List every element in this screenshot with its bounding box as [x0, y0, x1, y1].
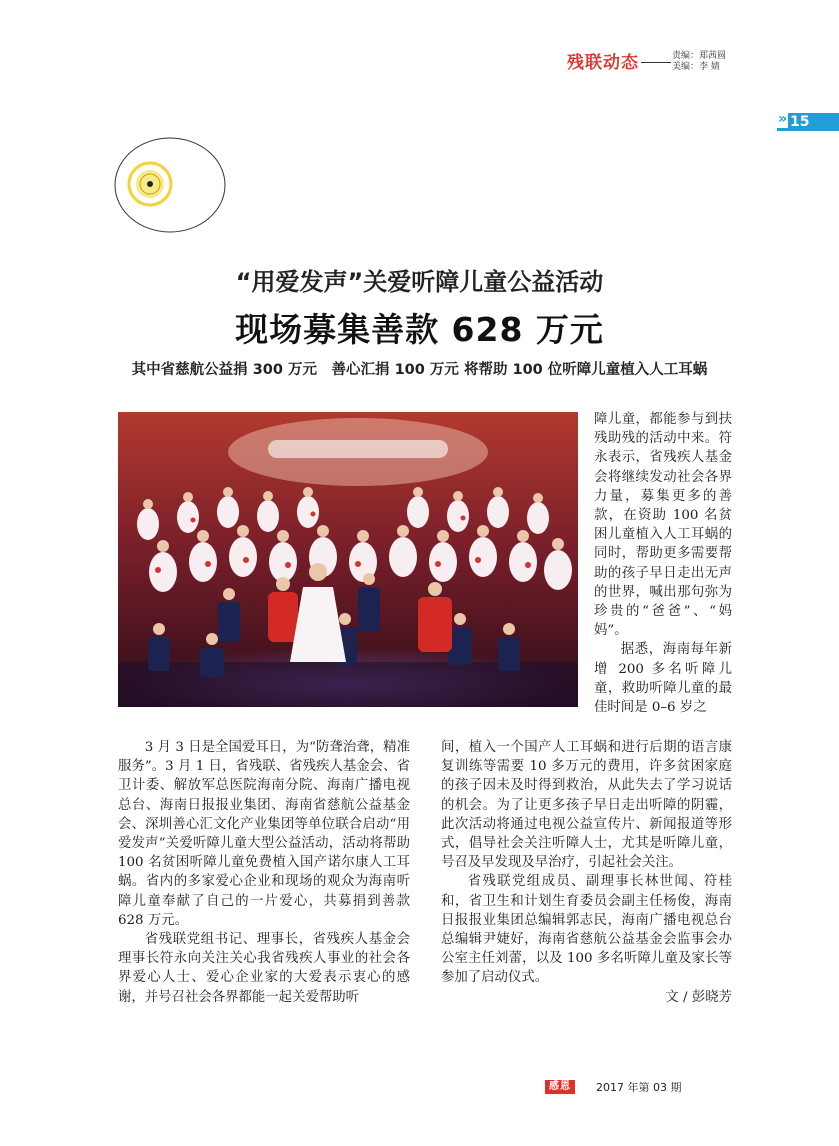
byline: 文 / 彭晓芳	[665, 989, 732, 1005]
article-headline: 现场募集善款 628 万元	[235, 310, 604, 349]
event-photo	[118, 412, 578, 707]
article-kicker: “用爱发声”关爱听障儿童公益活动	[235, 268, 604, 296]
center-dot	[147, 181, 153, 187]
page-number: 15	[790, 114, 810, 130]
article-column-right-top	[594, 410, 732, 717]
article-subhead: 其中省慈航公益捐 300 万元 善心汇捐 100 万元 将帮助 100 位听障儿童植入人工耳蜗	[131, 362, 708, 378]
paragraph: 省残联党组成员、副理事长林世闻、符桂和，省卫生和计划生育委员会副主任杨俊，海南日报报业集团总编辑郭志民，海南广播电视总台总编辑尹婕好，海南省慈航公益基金会监事会办公室主任刘蕾，以及 100 多名听障儿童及家长等参加了启动仪式。	[441, 874, 732, 986]
header-rule	[641, 62, 671, 63]
chevron-right-icon: »	[778, 111, 788, 127]
magazine-logo: 感恩	[545, 1080, 575, 1094]
issue-label: 2017 年第 03 期	[596, 1081, 682, 1094]
section-title: 残联动态	[567, 53, 639, 73]
paragraph: 3 月 3 日是全国爱耳日，为“防聋治聋，精准服务”。3 月 1 日，省残联、省残疾人基金会、省卫计委、解放军总医院海南分院、海南广播电视总台、海南日报报业集团、海南省慈航公益基金会、深圳善心汇文化产业集团等单位联合启动“用爱发声”关爱听障儿童大型公益活动，活动将帮助 100 名贫困听障儿童免费植入国产诺尔康人工耳蜗。省内的多家爱心企业和现场的观众为海南听障儿童奉献了自己的一片爱心，共募捐到善款 628 万元。	[118, 740, 410, 928]
paragraph: 障儿童，都能参与到扶残助残的活动中来。符永表示，省残疾人基金会将继续发动社会各界力量，募集更多的善款，在资助 100 名贫困儿童植入人工耳蜗的同时，帮助更多需要帮助的孩子早日走出无声的世界，喊出那句弥为珍贵的“爸爸”、“妈妈”。	[594, 412, 732, 639]
article-column-right-bottom	[441, 738, 732, 1007]
editor-credits	[672, 51, 726, 73]
article-column-left	[118, 738, 410, 1007]
paragraph: 据悉，海南每年新增 200 多名听障儿童，救助听障儿童的最佳时间是 0–6 岁之	[594, 642, 732, 716]
editor-line: 责编：郑茜圆	[672, 51, 727, 61]
designer-line: 美编：李 婧	[672, 62, 720, 72]
paragraph: 间，植入一个国产人工耳蜗和进行后期的语言康复训练等需要 10 多万元的费用，许多贫困家庭的孩子因未及时得到救治，从此失去了学习说话的机会。为了让更多孩子早日走出听障的阴霾，此次活动将通过电视公益宣传片、新闻报道等形式，倡导社会关注听障人士，尤其是听障儿童，号召及早发现及早治疗，引起社会关注。	[441, 740, 732, 871]
paragraph: 省残联党组书记、理事长，省残疾人基金会理事长符永向关注关心我省残疾人事业的社会各界爱心人士、爱心企业家的大爱表示衷心的感谢，并号召社会各界都能一起关爱帮助听	[118, 932, 410, 1005]
decorative-circles	[110, 130, 242, 240]
